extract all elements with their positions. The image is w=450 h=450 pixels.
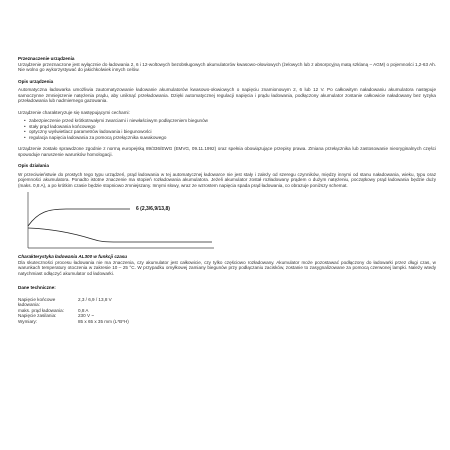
specs-table (18, 297, 129, 325)
table-row (18, 319, 129, 325)
charging-characteristic-chart (26, 192, 216, 250)
operation-paragraph-2: Dla skuteczności procesu ładowania nie ma znaczenia, czy akumulator jest całkowicie, czy tylko częściowo rozładowany. Akumulator może pozostawać podłączony do ładowarki przez długi czas, w warunkach temperatury otoczenia w zakresie 10 – 25 °C. W przypadku omyłkowej zamiany biegunów przy podłączaniu zacisków, zostanie to zasygnalizowane za pomocą czerwonej lampki. Należy wtedy natychmiast odłączyć akumulator od ładowarki. (18, 259, 436, 276)
spec-key: Napięcie zasilania: (18, 313, 57, 318)
spec-key: maks. prąd ładowania: (18, 307, 64, 313)
list-item: • zabezpieczenie przed krótkotrwałymi zwarciami i niewłaściwym podłączeniem biegunów (24, 118, 436, 124)
compliance-paragraph: Urządzenie zostało sprawdzone zgodnie z normą europejską 89/336/EWG (EMVG, 09.11.1992) oraz spełnia obowiązujące przepisy prawa. Zmiana przełącznika lub zastosowanie nieoryginalnych części spowoduje naruszenie warunków homologacji. (18, 146, 436, 157)
spec-value: 0,8 A (78, 307, 89, 313)
section-title-operation: Opis działania (18, 163, 49, 168)
table-row (18, 297, 129, 308)
chart-svg (26, 192, 216, 250)
document-page (18, 56, 436, 324)
spec-value: 230 V ~ (78, 313, 94, 318)
current-curve (28, 228, 212, 242)
features-intro: Urządzenie charakteryzuje się następującymi cechami: (18, 109, 130, 115)
features-list (18, 118, 436, 140)
purpose-paragraph: Urządzenie przeznaczone jest wyłącznie do ładowania 2, 6 i 12-woltowych bezobsługowych akumulatorów kwasowo-ołowiowych (żelowych lub z absorpcyjną matą szklaną – AGM) o pojemności 1,2-63 Ah. Nie wolno go wykorzystywać do jakichkolwiek innych celów. (18, 61, 436, 72)
section-title-purpose: Przeznaczenie urządzenia (18, 56, 75, 61)
chart-caption: Charakterystyka ładowania AL300 w funkcji czasu (18, 254, 128, 259)
spec-value: 2,3 / 6,9 / 13,8 V (78, 296, 112, 302)
section-title-description: Opis urządzenia (18, 78, 54, 84)
spec-key: Napięcie końcowe ładowania: (18, 296, 56, 307)
list-item: • stały prąd ładowania końcowego (24, 124, 436, 130)
section-title-specs: Dane techniczne: (18, 285, 56, 290)
voltage-curve (28, 209, 130, 226)
chart-curve-label: 6 (2,3/6,9/13,8) (136, 206, 170, 212)
description-paragraph: Automatyczna ładowarka umożliwia zautomatyzowanie ładowanie akumulatorów kwasowo-ołowiowych o napięciu znamionowym 2, 6 lub 12 V. Po całkowitym naładowaniu akumulatora następuje samoczynne zmniejszenie natężenia prądu, aby uniknąć przeładowania. Dzięki automatycznej regulacji napięcia i prądu ładowania, podłączony akumulator zostanie całkowicie naładowany bez ryzyka przeładowania lub nadmiernego gazowania. (18, 87, 436, 103)
spec-key: Wymiary: (18, 318, 38, 324)
list-item: • optyczny wyświetlacz parametrów ładowania i biegunowości (24, 129, 436, 135)
list-item: • regulacja napięcia ładowania za pomocą przełącznika suwakowego (24, 135, 436, 141)
spec-value: 85 x 65 x 35 mm (L*B*H) (78, 318, 129, 324)
operation-paragraph: W przeciwieństwie do prostych tego typu urządzeń, prąd ładowania w tej automatycznej ładowarce nie jest stały i zależy od szeregu czynników, między innymi od stanu naładowania, wieku, typu oraz pojemności akumulatora. Ponadto istotne znaczenie ma stopień rozładowania akumulatora. Jeżeli akumulator został rozładowany prądem o dużym natężeniu, początkowy prąd ładowania będzie duży (maks. 0,8 A), a po krótkim czasie będzie stopniowo zmniejszany. Innymi słowy, wraz ze wzrostem napięcia spada prąd ładowania, co obrazuje poniższy schemat. (18, 171, 436, 188)
